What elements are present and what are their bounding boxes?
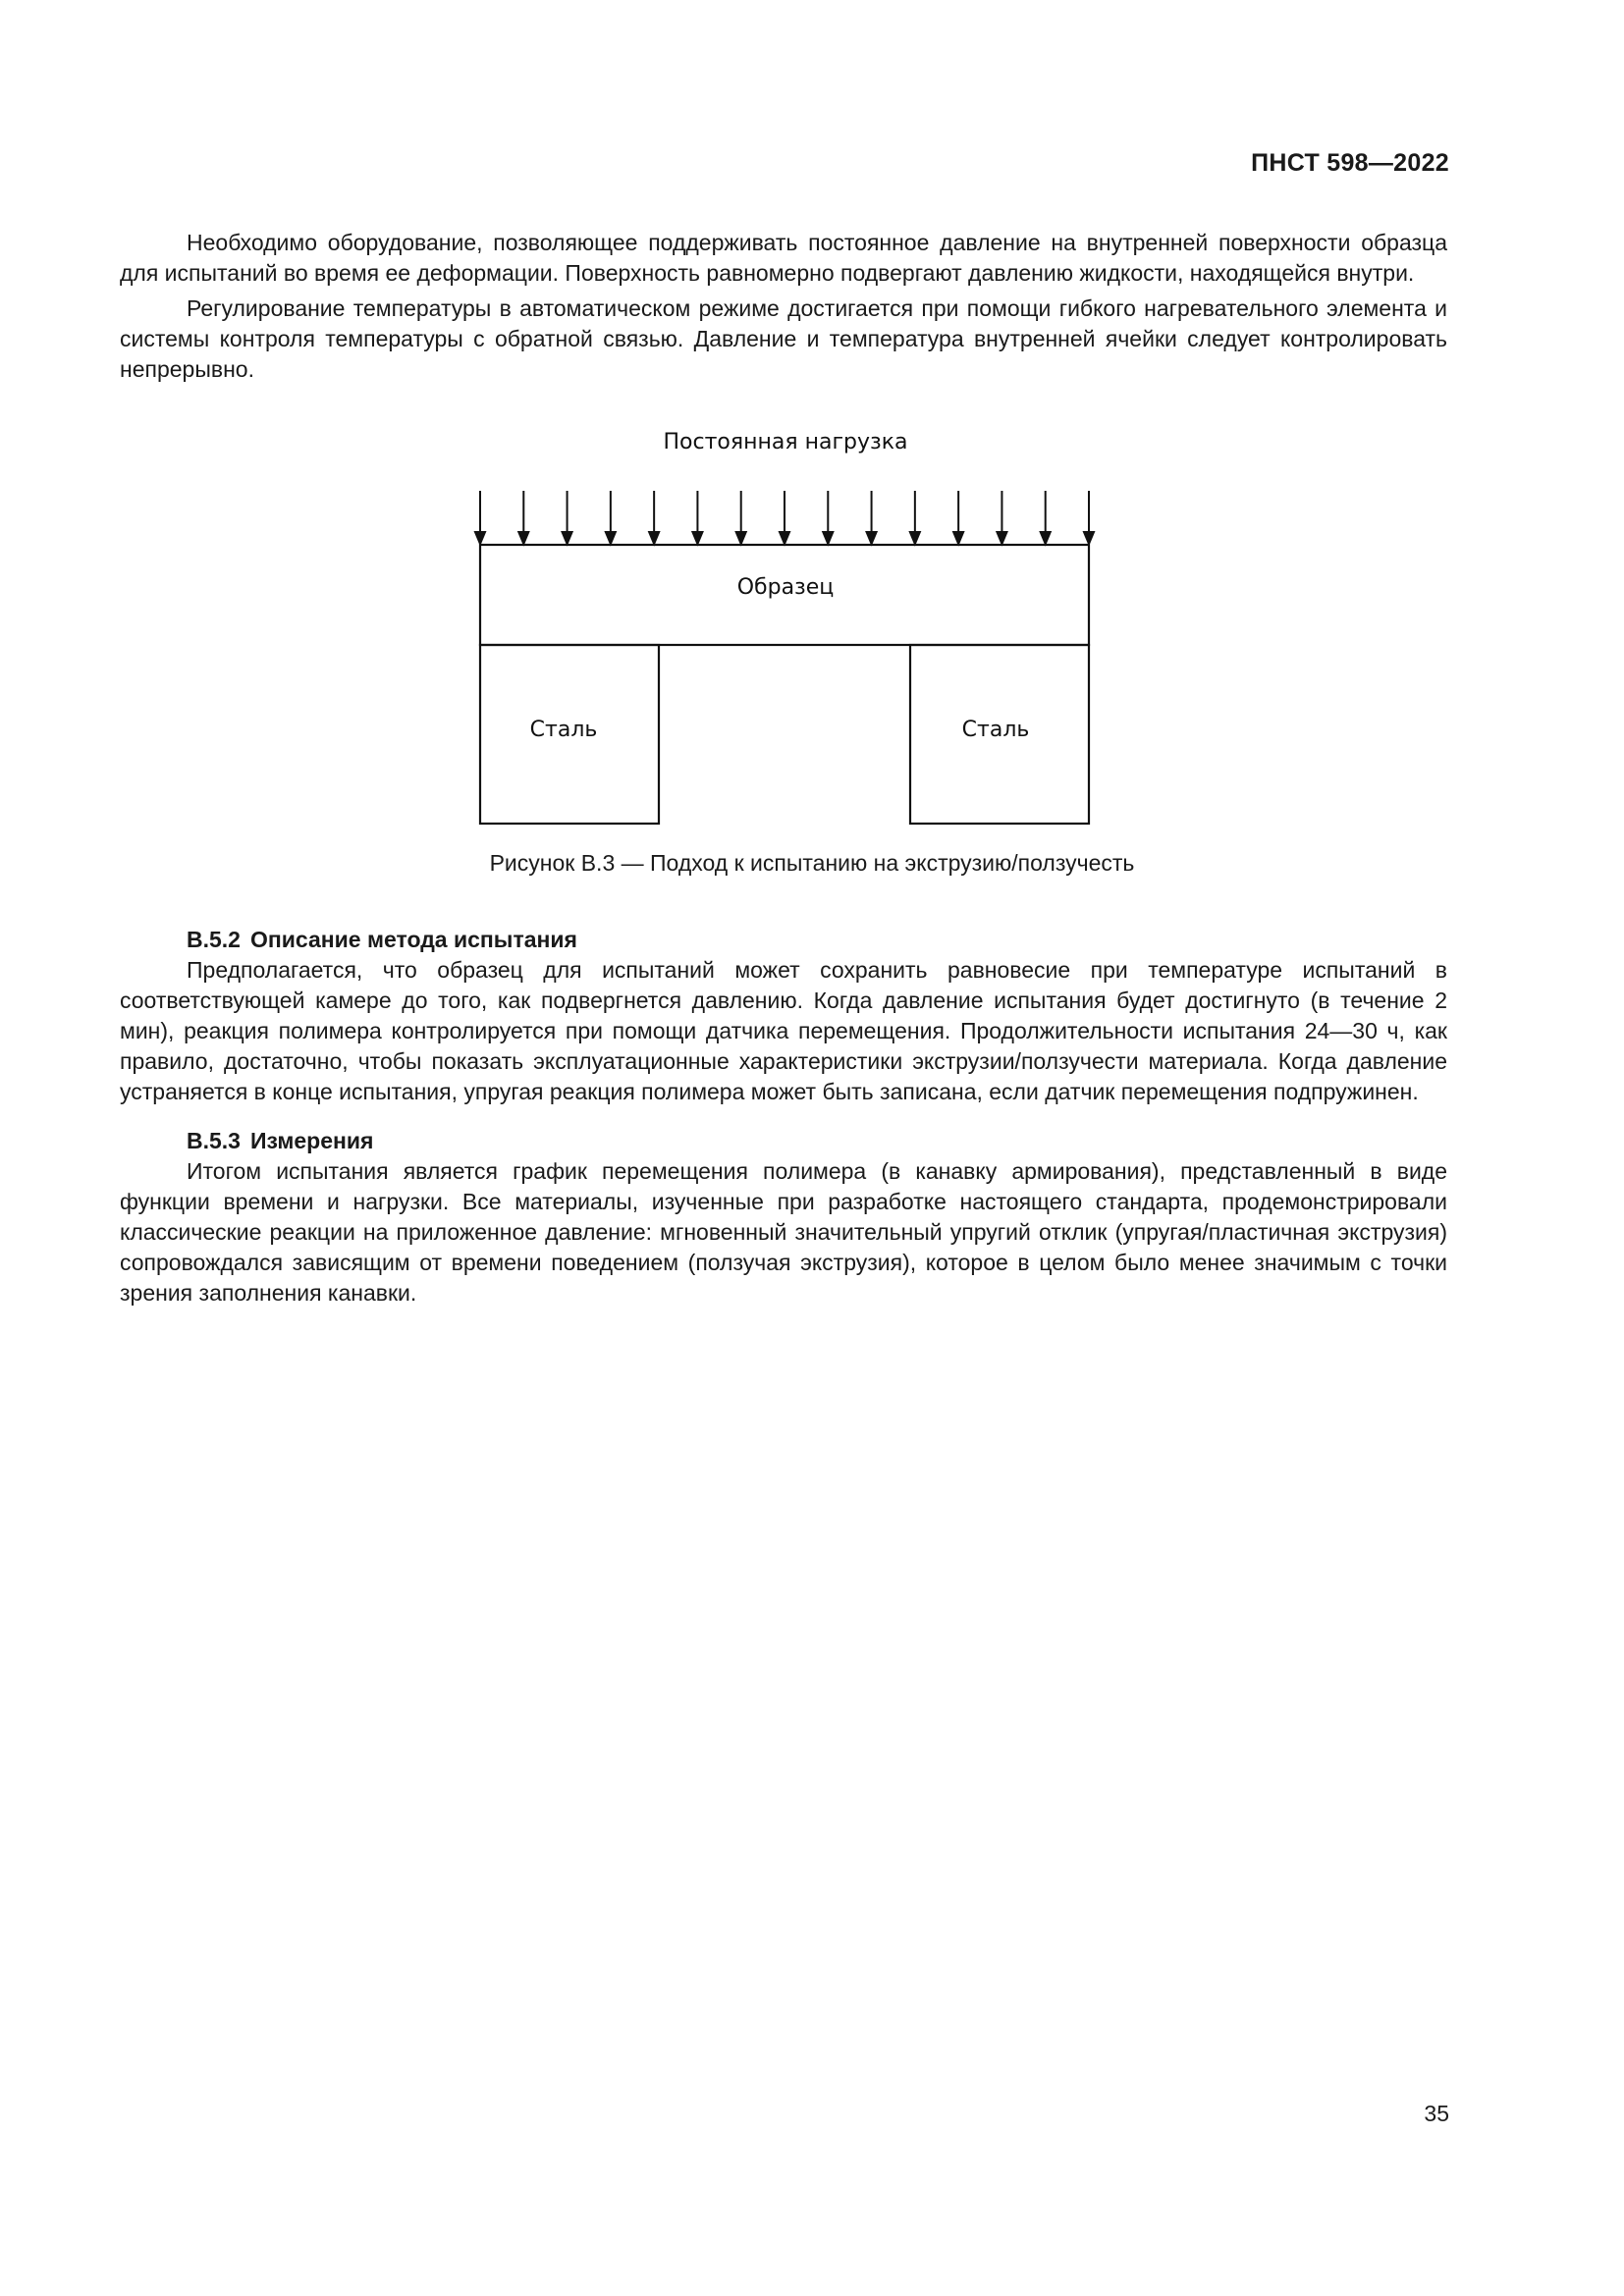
load-arrow-icon [953,491,963,544]
intro-text [120,228,1447,390]
section-number: В.5.2 [187,927,241,952]
section-heading [120,1126,1447,1156]
load-arrow-icon [1084,491,1094,544]
figure-caption: Рисунок В.3 — Подход к испытанию на экструзию/ползучесть [489,850,1135,876]
document-code: ПНСТ 598—2022 [1251,149,1449,177]
section-title: Описание метода испытания [249,927,577,952]
extrusion-test-diagram [461,430,1110,842]
load-arrow-icon [867,491,877,544]
paragraph: Необходимо оборудование, позволяющее поддерживать постоянное давление на внутренней поверхности образца для испытаний во время ее деформации. Поверхность равномерно подвергают давлению жидкости, находящейся внутри. [120,230,1447,286]
load-arrow-icon [475,491,485,544]
load-arrow-icon [910,491,920,544]
load-arrow-icon [823,491,833,544]
load-arrow-icon [997,491,1006,544]
load-arrow-icon [563,491,572,544]
steel-label-right: Сталь [961,718,1030,742]
load-arrow-icon [606,491,616,544]
load-label: Постоянная нагрузка [663,430,908,454]
steel-label-left: Сталь [529,718,598,742]
load-arrow-icon [518,491,528,544]
section-title: Измерения [249,1128,374,1153]
load-arrow-icon [780,491,789,544]
paragraph: Предполагается, что образец для испытаний может сохранить равновесие при температуре испытаний в соответствующей камере до того, как подвергнется давлению. Когда давление испытания будет достигнуто (в течение 2 мин), реакция полимера контролируется при помощи датчика перемещения. Продолжительности испытания 24—30 ч, как правило, достаточно, чтобы показать эксплуатационные характеристики экструзии/ползучести материала. Когда давление устраняется в конце испытания, упругая реакция полимера может быть записана, если датчик перемещения подпружинен. [120,957,1447,1104]
load-arrow-icon [1041,491,1051,544]
sections-text [120,925,1447,1313]
section-number: В.5.3 [187,1128,241,1153]
paragraph: Регулирование температуры в автоматическом режиме достигается при помощи гибкого нагревательного элемента и системы контроля температуры с обратной связью. Давление и температура внутренней ячейки следует контролировать непрерывно. [120,295,1447,382]
specimen-label: Образец [736,575,835,600]
load-arrow-icon [692,491,702,544]
figure-b3 [461,430,1110,842]
load-arrow-icon [736,491,746,544]
section-heading [120,925,1447,955]
load-arrow-icon [649,491,659,544]
page-number: 35 [1424,2101,1449,2126]
paragraph: Итогом испытания является график перемещения полимера (в канавку армирования), представленный в виде функции времени и нагрузки. Все материалы, изученные при разработке настоящего стандарта, продемонстрировали классические реакции на приложенное давление: мгновенный значительный упругий отклик (упругая/пластичная экструзия) сопровождался зависящим от времени поведением (ползучая экструзия), которое в целом было менее значимым с точки зрения заполнения канавки. [120,1158,1447,1306]
